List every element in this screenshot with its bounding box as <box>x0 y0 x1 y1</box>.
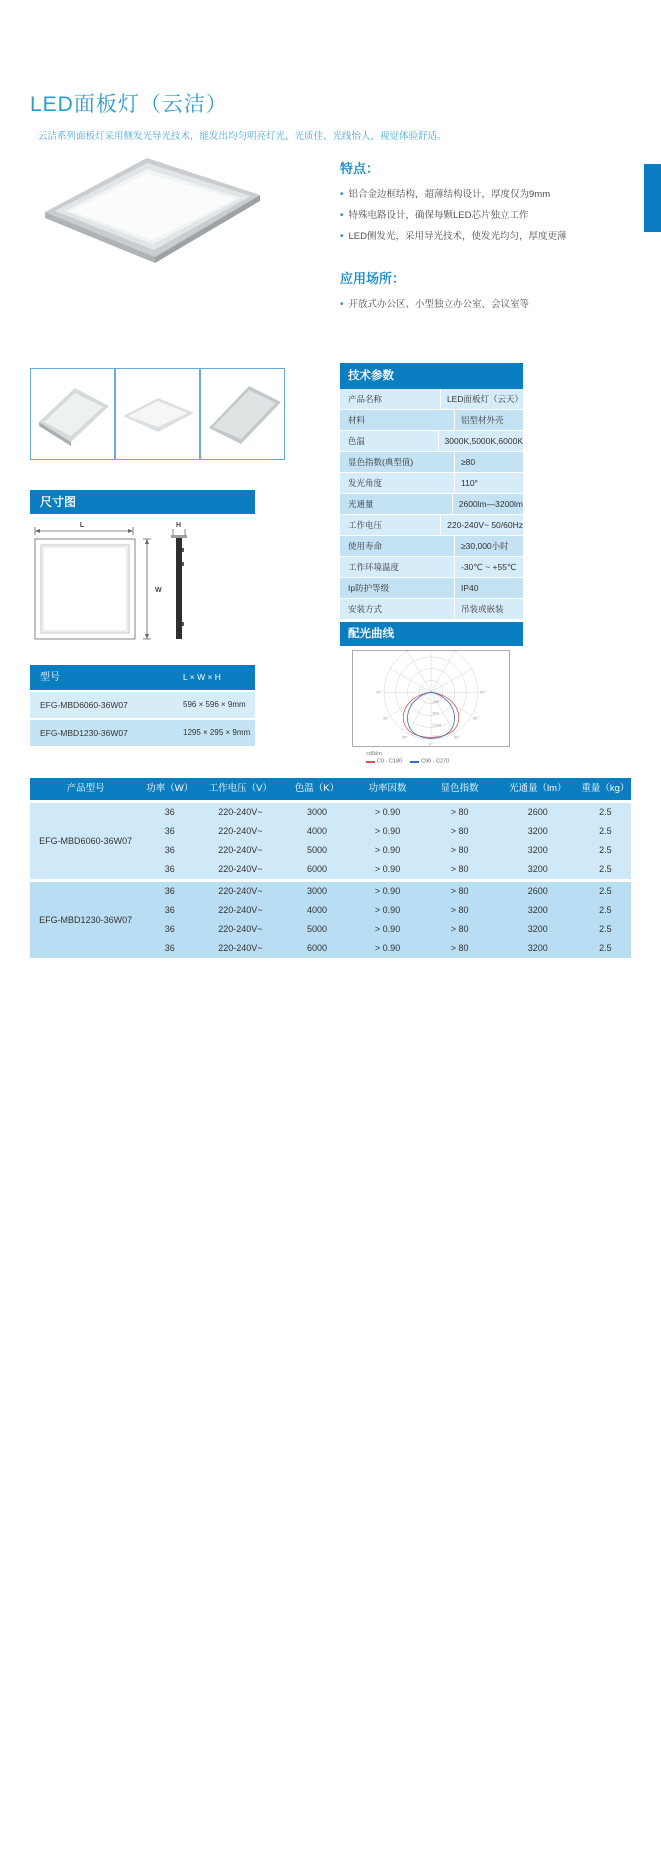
spec-model-cell: EFG-MBD1230-36W07 <box>39 915 133 925</box>
spec-cell: > 80 <box>450 943 469 953</box>
spec-cell: 220-240V~ <box>218 807 263 817</box>
param-row <box>340 599 523 619</box>
spec-header-cell: 工作电压（V） <box>208 783 272 794</box>
param-value: 220-240V~ 50/60Hz <box>447 520 523 530</box>
param-value: 2600lm—3200lm <box>458 499 523 509</box>
features-section <box>340 158 640 247</box>
spec-row <box>141 841 631 860</box>
param-value: 3000K,5000K,6000K <box>444 436 523 446</box>
param-value: LED面板灯（云天） <box>446 394 523 404</box>
feature-item <box>340 184 640 205</box>
param-row <box>340 578 523 598</box>
applications-list <box>340 294 640 315</box>
polar-angle-tick: 30° <box>402 734 409 740</box>
features-list <box>340 184 640 247</box>
bullet-dot: • <box>340 189 344 200</box>
param-label: 显色指数(典型值) <box>340 452 455 472</box>
param-value: IP40 <box>461 583 479 593</box>
param-row <box>340 557 523 577</box>
spec-row <box>141 939 631 958</box>
param-row <box>340 494 523 514</box>
side-view-mount <box>171 535 187 538</box>
features-heading: 特点： <box>340 161 380 176</box>
param-label: 材料 <box>340 410 455 430</box>
spec-header-cell: 功率（W） <box>146 783 194 794</box>
polar-angle-tick: 0° <box>429 741 433 746</box>
spec-cell: > 0.90 <box>374 845 401 855</box>
hero-product-image <box>35 148 270 298</box>
spec-cell: 36 <box>164 924 175 934</box>
spec-table-header <box>30 778 631 800</box>
param-value: 110° <box>461 478 478 488</box>
feature-item <box>340 205 640 226</box>
page-title: LED面板灯（云洁） <box>30 93 228 116</box>
bullet-dot: • <box>340 299 344 310</box>
spec-cell: 36 <box>164 807 175 817</box>
spec-row <box>141 920 631 939</box>
spec-cell: 36 <box>164 864 175 874</box>
param-row <box>340 431 523 451</box>
spec-cell: 3200 <box>527 864 548 874</box>
spec-cell: 3200 <box>527 845 548 855</box>
legend-item <box>410 759 449 765</box>
legend-swatch <box>366 761 375 763</box>
param-value: ≥80 <box>461 457 476 467</box>
tech-params-rows <box>340 389 523 620</box>
polar-angle-tick: 90° <box>479 689 486 695</box>
spec-row <box>141 860 631 879</box>
size-header-cell: L × W × H <box>183 672 221 682</box>
spec-cell: > 0.90 <box>374 905 401 915</box>
model-row <box>30 720 255 746</box>
spec-cell: 2.5 <box>599 845 612 855</box>
feature-item-text: 特殊电路设计，确保每颗LED芯片独立工作 <box>348 210 529 221</box>
photometric-legend <box>366 759 457 765</box>
thumbnail-image-3 <box>203 372 283 457</box>
model-cell: EFG-MBD6060-36W07 <box>40 700 128 710</box>
spec-cell: 36 <box>164 826 175 836</box>
feature-item <box>340 226 640 247</box>
model-header-cell: 型号 <box>40 672 60 683</box>
legend-item <box>366 759 402 765</box>
spec-cell: 220-240V~ <box>218 826 263 836</box>
spec-cell: 220-240V~ <box>218 845 263 855</box>
spec-cell: 220-240V~ <box>218 924 263 934</box>
spec-group <box>30 882 631 958</box>
model-cell: EFG-MBD1230-36W07 <box>40 728 128 738</box>
photometric-unit-label: cd/klm <box>366 751 382 757</box>
legend-label: C90 - C270 <box>421 759 450 765</box>
spec-cell: 2.5 <box>599 826 612 836</box>
param-row <box>340 536 523 556</box>
spec-cell: 2.5 <box>599 943 612 953</box>
spec-cell: 6000 <box>306 943 327 953</box>
spec-cell: 220-240V~ <box>218 886 263 896</box>
spec-cell: > 80 <box>450 905 469 915</box>
applications-heading: 应用场所： <box>340 271 406 286</box>
spec-header-cell: 重量（kg） <box>581 783 630 794</box>
spec-cell: > 0.90 <box>374 826 401 836</box>
section-header-dimensions: 尺寸图 <box>30 490 255 514</box>
param-value: ≥30,000小时 <box>461 541 509 551</box>
spec-cell: 2.5 <box>599 807 612 817</box>
length-label: L <box>79 522 85 529</box>
spec-cell: 5000 <box>306 924 327 934</box>
spec-table <box>30 778 631 958</box>
spec-cell: > 0.90 <box>374 807 401 817</box>
bullet-dot: • <box>340 231 344 242</box>
polar-radius-tick: 800 <box>432 710 440 716</box>
spec-cell: 2600 <box>527 807 548 817</box>
spec-cell: 3200 <box>527 905 548 915</box>
section-header-photometric: 配光曲线 <box>340 622 523 646</box>
spec-header-cell: 光通量（lm） <box>509 783 567 794</box>
param-label: 色温 <box>340 431 439 451</box>
feature-item-text: LED侧发光，采用导光技术，使发光均匀，厚度更薄 <box>348 231 567 242</box>
spec-cell: 220-240V~ <box>218 943 263 953</box>
spec-cell: 220-240V~ <box>218 905 263 915</box>
dimension-diagram <box>30 518 255 658</box>
spec-cell: > 80 <box>450 826 469 836</box>
spec-cell: > 80 <box>450 864 469 874</box>
polar-angle-tick: 90° <box>376 689 383 695</box>
spec-row <box>141 882 631 901</box>
spec-row <box>141 901 631 920</box>
spec-cell: 36 <box>164 943 175 953</box>
model-table <box>30 665 255 746</box>
application-item-text: 开放式办公区、小型独立办公室、会议室等 <box>348 299 530 310</box>
spec-group <box>30 803 631 879</box>
spec-cell: > 0.90 <box>374 864 401 874</box>
spec-cell: 2.5 <box>599 924 612 934</box>
spec-cell: 2600 <box>527 886 548 896</box>
param-row <box>340 473 523 493</box>
spec-cell: 3200 <box>527 826 548 836</box>
spec-row <box>141 803 631 822</box>
photometric-chart-box <box>352 650 510 747</box>
param-label: 安装方式 <box>340 599 455 619</box>
spec-table-body <box>30 803 631 958</box>
applications-section <box>340 268 640 315</box>
spec-model-cell: EFG-MBD6060-36W07 <box>39 836 133 846</box>
thumbnail-back-view <box>200 368 285 460</box>
param-value: 吊装或嵌装 <box>461 604 504 614</box>
spec-cell: > 80 <box>450 807 469 817</box>
spec-cell: 5000 <box>306 845 327 855</box>
model-table-rows <box>30 692 255 746</box>
legend-swatch <box>410 761 419 763</box>
thumbnail-image-2 <box>118 372 198 457</box>
spec-cell: 2.5 <box>599 864 612 874</box>
spec-cell: 36 <box>164 845 175 855</box>
param-label: 工作环境温度 <box>340 557 455 577</box>
spec-header-cell: 产品型号 <box>66 783 105 794</box>
spec-cell: 4000 <box>306 826 327 836</box>
spec-cell: 3000 <box>306 807 327 817</box>
spec-group-rows <box>141 882 631 958</box>
spec-cell: 2.5 <box>599 886 612 896</box>
model-table-header <box>30 665 255 690</box>
height-label: H <box>176 522 182 529</box>
page-subtitle: 云洁系列面板灯采用侧发光导光技术，能发出均匀明亮灯光，光质佳、光线怡人，视觉体验舒适。 <box>38 131 447 142</box>
spec-group-rows <box>141 803 631 879</box>
param-row <box>340 452 523 472</box>
spec-cell: > 0.90 <box>374 886 401 896</box>
thumbnail-flat-view <box>115 368 200 460</box>
param-label: 工作电压 <box>340 515 441 535</box>
section-header-tech-params: 技术参数 <box>340 363 523 389</box>
polar-angle-tick: 60° <box>472 715 479 721</box>
spec-cell: > 0.90 <box>374 943 401 953</box>
polar-angle-tick: 60° <box>383 715 390 721</box>
thumbnail-angled-view <box>30 368 115 460</box>
spec-cell: 3000 <box>306 886 327 896</box>
photometric-polar-chart <box>353 651 509 746</box>
polar-radius-tick: 400 <box>432 698 440 704</box>
feature-item-text: 铝合金边框结构，超薄结构设计，厚度仅为9mm <box>348 189 551 200</box>
size-cell: 596 × 596 × 9mm <box>183 700 246 709</box>
spec-cell: 6000 <box>306 864 327 874</box>
size-cell: 1295 × 295 × 9mm <box>183 728 251 737</box>
param-label: Ip防护等级 <box>340 578 455 598</box>
spec-cell: 2.5 <box>599 905 612 915</box>
spec-header-cell: 色温（K） <box>294 783 340 794</box>
polar-radius-tick: 1600 <box>432 734 442 740</box>
spec-cell: 3200 <box>527 924 548 934</box>
spec-cell: 4000 <box>306 905 327 915</box>
thumbnail-image-1 <box>33 372 113 457</box>
spec-cell: 3200 <box>527 943 548 953</box>
spec-cell: 36 <box>164 886 175 896</box>
side-view-profile <box>176 538 182 639</box>
spec-cell: > 80 <box>450 845 469 855</box>
param-label: 使用寿命 <box>340 536 455 556</box>
param-row <box>340 515 523 535</box>
spec-cell: > 80 <box>450 886 469 896</box>
spec-header-cell: 功率因数 <box>368 783 407 794</box>
bullet-dot: • <box>340 210 344 221</box>
model-row <box>30 692 255 718</box>
param-label: 发光角度 <box>340 473 455 493</box>
param-label: 光通量 <box>340 494 453 514</box>
spec-header-cell: 显色指数 <box>440 783 479 794</box>
spec-cell: 220-240V~ <box>218 864 263 874</box>
param-value: -30℃ ~ +55℃ <box>461 562 517 572</box>
param-row <box>340 410 523 430</box>
thumbnail-row <box>30 368 285 460</box>
param-value: 铝型材外壳 <box>461 415 504 425</box>
param-label: 产品名称 <box>340 389 441 409</box>
spec-cell: > 80 <box>450 924 469 934</box>
application-item <box>340 294 640 315</box>
spec-cell: > 0.90 <box>374 924 401 934</box>
spec-cell: 36 <box>164 905 175 915</box>
legend-label: C0 - C180 <box>377 759 403 765</box>
polar-radius-tick: 1200 <box>432 722 442 728</box>
spec-row <box>141 822 631 841</box>
width-label: W <box>155 587 162 594</box>
polar-angle-tick: 30° <box>453 734 460 740</box>
param-row <box>340 389 523 409</box>
accent-square <box>644 164 661 232</box>
